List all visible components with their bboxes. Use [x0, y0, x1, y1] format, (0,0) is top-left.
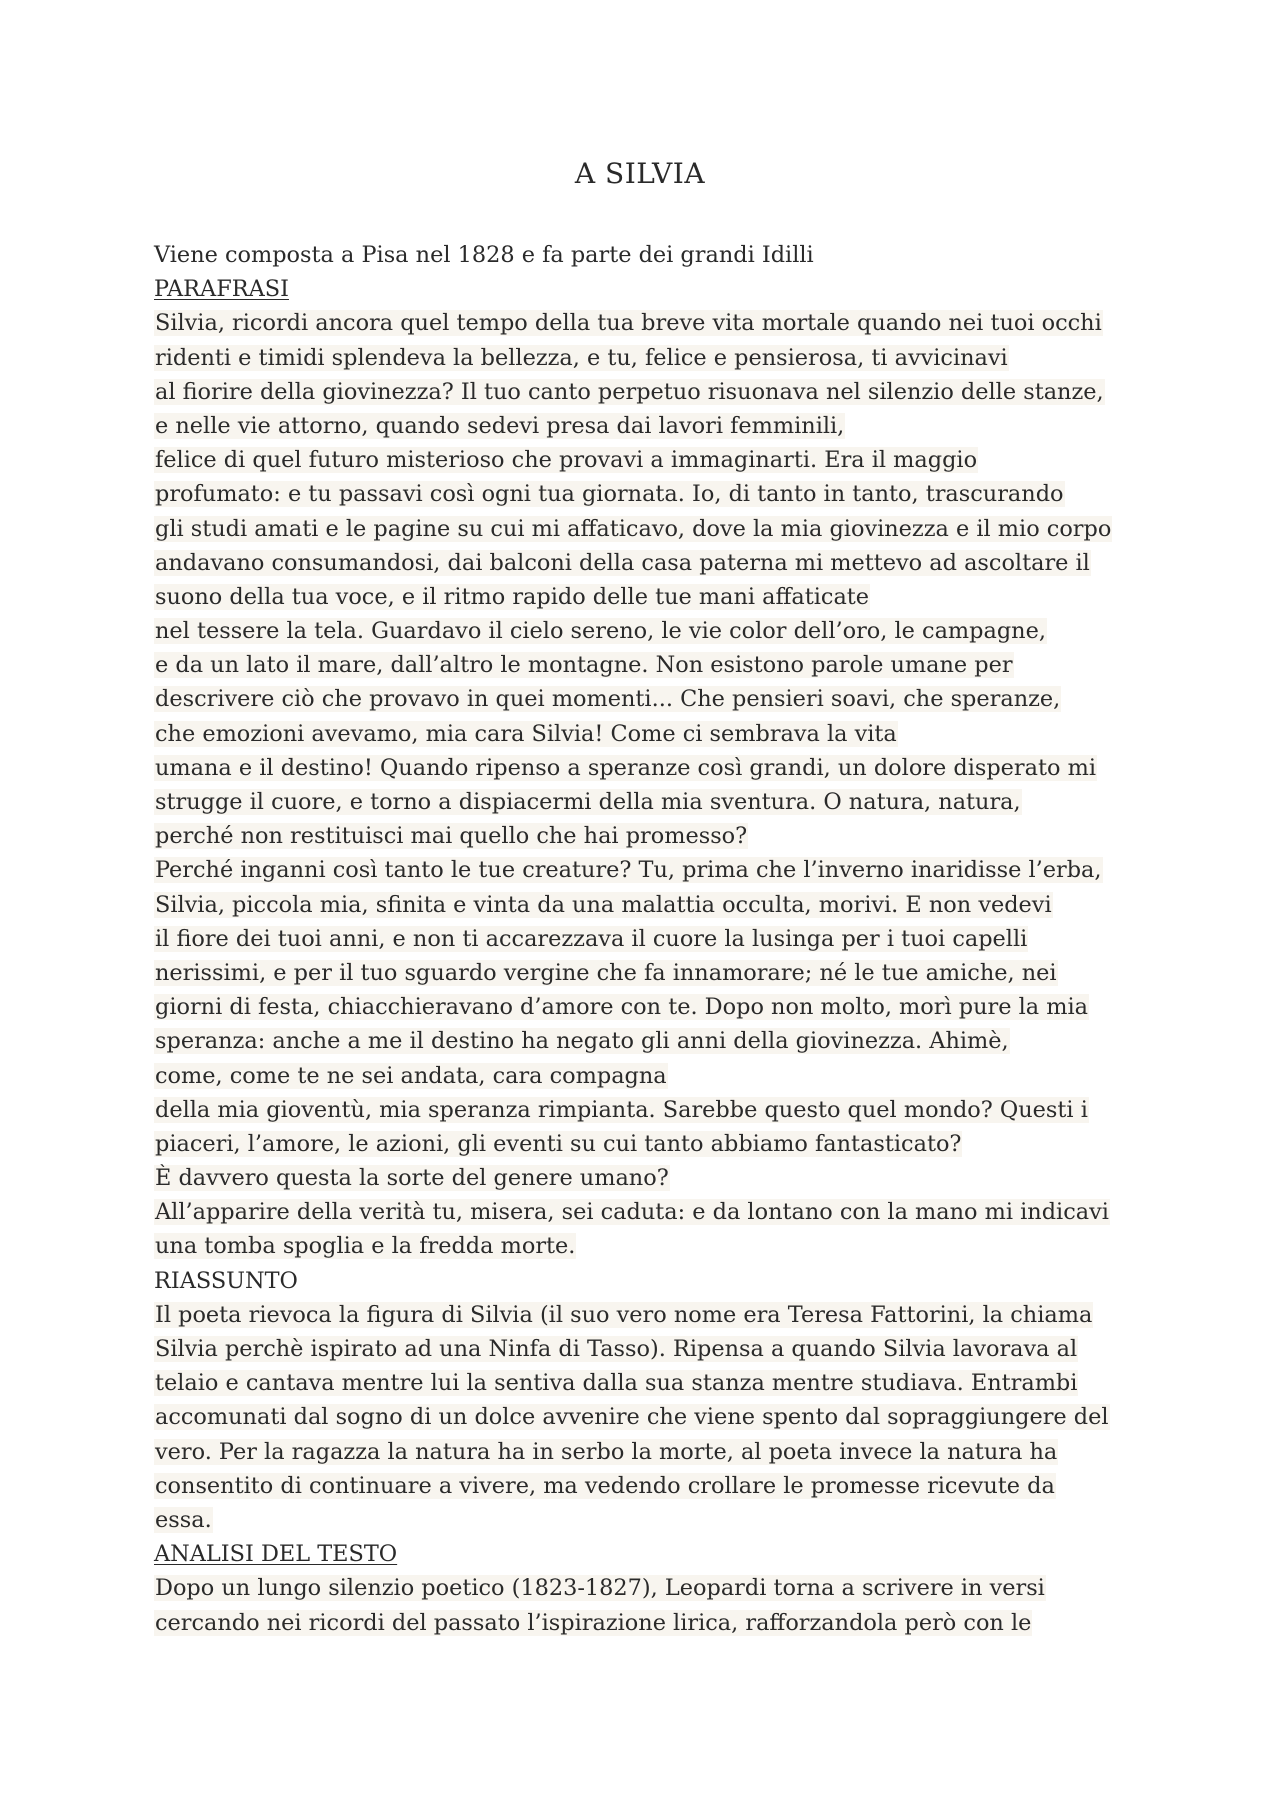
- parafrasi-line-text: nerissimi, e per il tuo sguardo vergine che fa innamorare; né le tue amiche, nei: [155, 959, 1057, 986]
- analisi-text: [154, 1571, 1174, 1639]
- analisi-line: [154, 1606, 1174, 1640]
- parafrasi-line-text: È davvero questa la sorte del genere umano?: [155, 1165, 669, 1192]
- document-body: [154, 238, 1174, 1640]
- parafrasi-line-text: profumato: e tu passavi così ogni tua giornata. Io, di tanto in tanto, trascurando: [155, 481, 1064, 508]
- section-heading-analisi: ANALISI DEL TESTO: [154, 1541, 398, 1568]
- parafrasi-line: [154, 306, 1174, 340]
- parafrasi-line: [154, 546, 1174, 580]
- parafrasi-line: [154, 409, 1174, 443]
- parafrasi-line-text: come, come te ne sei andata, cara compagna: [155, 1062, 667, 1089]
- parafrasi-line-text: Perché inganni così tanto le tue creature? Tu, prima che l’inverno inaridisse l’erba,: [155, 857, 1102, 884]
- parafrasi-line: [154, 580, 1174, 614]
- riassunto-line: [154, 1435, 1174, 1469]
- parafrasi-line: [154, 375, 1174, 409]
- parafrasi-line: [154, 648, 1174, 682]
- parafrasi-line: [154, 888, 1174, 922]
- parafrasi-line-text: Silvia, ricordi ancora quel tempo della tua breve vita mortale quando nei tuoi occhi: [155, 310, 1102, 337]
- parafrasi-line-text: Silvia, piccola mia, sfinita e vinta da una malattia occulta, morivi. E non vedevi: [155, 891, 1052, 918]
- parafrasi-line: [154, 614, 1174, 648]
- riassunto-line: [154, 1503, 1174, 1537]
- riassunto-line-text: accomunati dal sogno di un dolce avvenire che viene spento dal sopraggiungere del: [155, 1404, 1109, 1431]
- analisi-line-text: cercando nei ricordi del passato l’ispirazione lirica, rafforzandola però con le: [155, 1609, 1032, 1636]
- parafrasi-line-text: perché non restituisci mai quello che hai promesso?: [155, 823, 748, 850]
- parafrasi-line-text: All’apparire della verità tu, misera, sei caduta: e da lontano con la mano mi indicavi: [155, 1199, 1109, 1226]
- parafrasi-line: [154, 477, 1174, 511]
- riassunto-line-text: essa.: [155, 1506, 212, 1533]
- section-heading-parafrasi: PARAFRASI: [154, 276, 289, 303]
- parafrasi-line: [154, 1229, 1174, 1263]
- parafrasi-line-text: gli studi amati e le pagine su cui mi affaticavo, dove la mia giovinezza e il mio corpo: [155, 515, 1112, 542]
- parafrasi-line-text: piaceri, l’amore, le azioni, gli eventi su cui tanto abbiamo fantasticato?: [155, 1130, 962, 1157]
- parafrasi-line-text: della mia gioventù, mia speranza rimpianta. Sarebbe questo quel mondo? Questi i: [155, 1096, 1088, 1123]
- riassunto-line: [154, 1298, 1174, 1332]
- riassunto-text: [154, 1298, 1174, 1537]
- riassunto-line-text: vero. Per la ragazza la natura ha in serbo la morte, al poeta invece la natura ha: [155, 1438, 1058, 1465]
- parafrasi-line: [154, 512, 1174, 546]
- riassunto-line: [154, 1332, 1174, 1366]
- parafrasi-line-text: strugge il cuore, e torno a dispiacermi della mia sventura. O natura, natura,: [155, 789, 1021, 815]
- parafrasi-line: [154, 341, 1174, 375]
- parafrasi-line: [154, 1059, 1174, 1093]
- parafrasi-line: [154, 717, 1174, 751]
- parafrasi-line: [154, 922, 1174, 956]
- parafrasi-line-text: e nelle vie attorno, quando sedevi presa dai lavori femminili,: [155, 412, 845, 439]
- parafrasi-line: [154, 956, 1174, 990]
- parafrasi-line: [154, 1093, 1174, 1127]
- parafrasi-line: [154, 443, 1174, 477]
- parafrasi-line: [154, 819, 1174, 853]
- analisi-line: [154, 1571, 1174, 1605]
- parafrasi-text: [154, 306, 1174, 1263]
- intro-line: Viene composta a Pisa nel 1828 e fa parte dei grandi Idilli: [154, 242, 814, 268]
- parafrasi-line-text: suono della tua voce, e il ritmo rapido delle tue mani affaticate: [155, 583, 870, 610]
- parafrasi-line-text: giorni di festa, chiacchieravano d’amore con te. Dopo non molto, morì pure la mia: [155, 994, 1088, 1021]
- parafrasi-line: [154, 990, 1174, 1024]
- parafrasi-line: [154, 853, 1174, 887]
- parafrasi-line-text: che emozioni avevamo, mia cara Silvia! Come ci sembrava la vita: [155, 720, 897, 747]
- parafrasi-line-text: umana e il destino! Quando ripenso a speranze così grandi, un dolore disperato mi: [155, 754, 1096, 781]
- parafrasi-line-text: nel tessere la tela. Guardavo il cielo sereno, le vie color dell’oro, le campagne,: [155, 618, 1046, 645]
- parafrasi-line: [154, 1024, 1174, 1058]
- parafrasi-line-text: speranza: anche a me il destino ha negato gli anni della giovinezza. Ahimè,: [155, 1028, 1009, 1055]
- parafrasi-line: [154, 785, 1174, 819]
- parafrasi-line-text: felice di quel futuro misterioso che provavi a immaginarti. Era il maggio: [155, 447, 978, 474]
- parafrasi-line: [154, 1127, 1174, 1161]
- riassunto-line: [154, 1366, 1174, 1400]
- parafrasi-line: [154, 682, 1174, 716]
- riassunto-line-text: Il poeta rievoca la figura di Silvia (il suo vero nome era Teresa Fattorini, la chiama: [155, 1301, 1093, 1328]
- section-heading-riassunto: RIASSUNTO: [154, 1267, 298, 1294]
- parafrasi-line-text: il fiore dei tuoi anni, e non ti accarezzava il cuore la lusinga per i tuoi capelli: [155, 925, 1028, 952]
- parafrasi-line: [154, 1195, 1174, 1229]
- parafrasi-line-text: al fiorire della giovinezza? Il tuo canto perpetuo risuonava nel silenzio delle stanze,: [155, 378, 1104, 405]
- riassunto-line: [154, 1469, 1174, 1503]
- parafrasi-line-text: descrivere ciò che provavo in quei momenti... Che pensieri soavi, che speranze,: [155, 686, 1061, 713]
- analisi-line-text: Dopo un lungo silenzio poetico (1823-1827), Leopardi torna a scrivere in versi: [155, 1575, 1045, 1602]
- riassunto-line-text: consentito di continuare a vivere, ma vedendo crollare le promesse ricevute da: [155, 1472, 1055, 1499]
- parafrasi-line: [154, 751, 1174, 785]
- parafrasi-line-text: e da un lato il mare, dall’altro le montagne. Non esistono parole umane per: [155, 652, 1013, 679]
- page-title: A SILVIA: [574, 157, 706, 190]
- parafrasi-line-text: una tomba spoglia e la fredda morte.: [155, 1233, 576, 1260]
- riassunto-line-text: telaio e cantava mentre lui la sentiva dalla sua stanza mentre studiava. Entrambi: [155, 1370, 1078, 1397]
- parafrasi-line: [154, 1161, 1174, 1195]
- parafrasi-line-text: andavano consumandosi, dai balconi della casa paterna mi mettevo ad ascoltare il: [155, 549, 1090, 576]
- riassunto-line: [154, 1400, 1174, 1434]
- riassunto-line-text: Silvia perchè ispirato ad una Ninfa di Tasso). Ripensa a quando Silvia lavorava al: [155, 1336, 1078, 1362]
- parafrasi-line-text: ridenti e timidi splendeva la bellezza, e tu, felice e pensierosa, ti avvicinavi: [155, 344, 1008, 371]
